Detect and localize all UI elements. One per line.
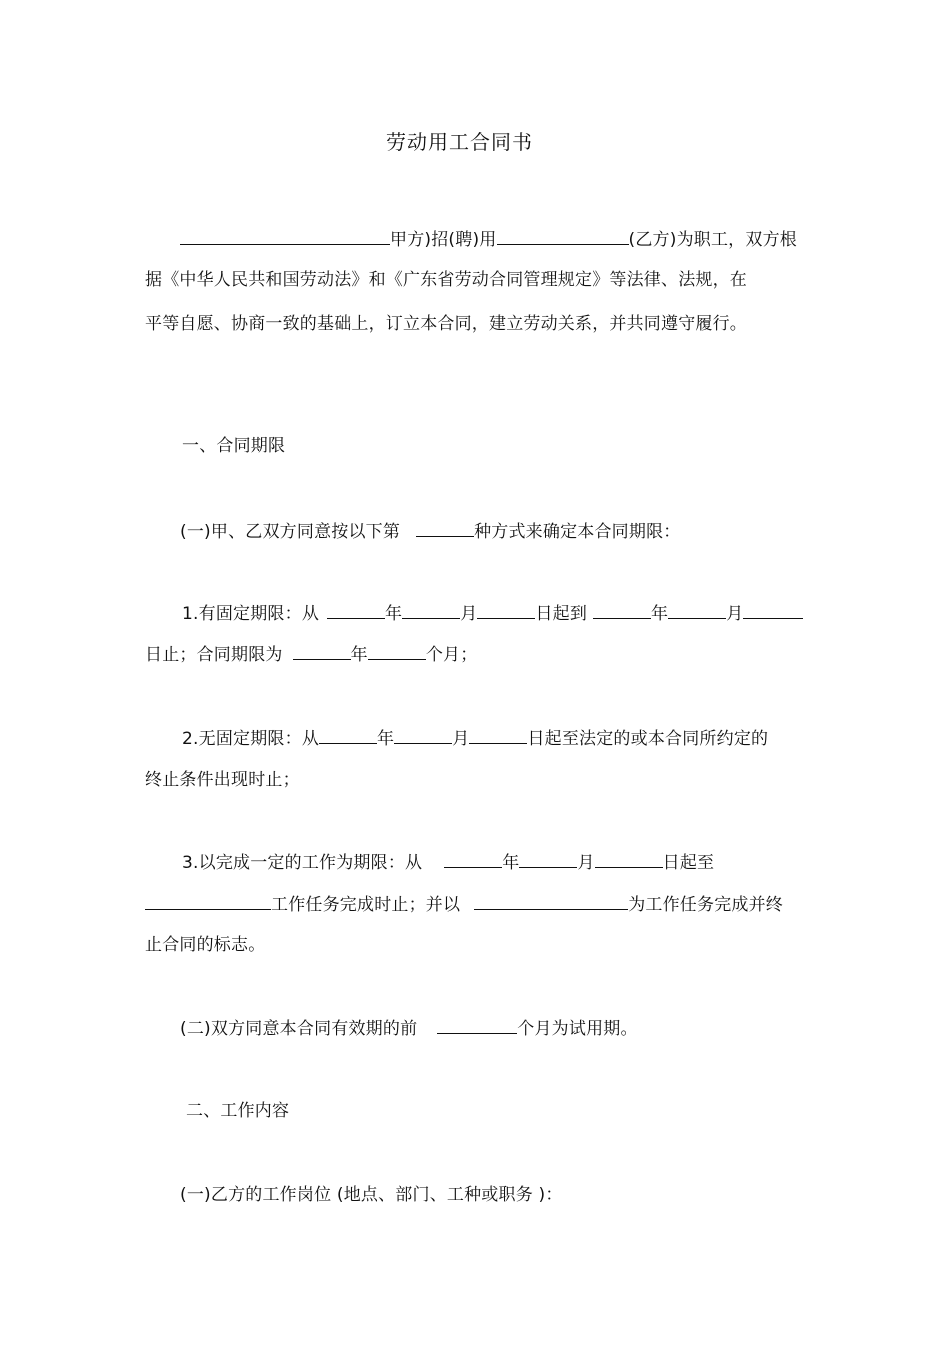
section-heading-work-content: 二、工作内容 — [186, 1101, 290, 1121]
employee-blank — [497, 228, 629, 245]
fixed-term-line-2: 日止；合同期限为 年 个月； — [145, 645, 478, 665]
task-start-day-blank — [595, 851, 663, 868]
task-completion-blank — [474, 893, 628, 910]
end-day-blank — [743, 602, 803, 619]
document-title: 劳动用工合同书 — [386, 130, 533, 154]
start-month-blank — [402, 602, 460, 619]
work-position-paragraph: (一)乙方的工作岗位 (地点、部门、工种或职务 )： — [180, 1185, 563, 1205]
intro-line-1: 甲方)招(聘)用 (乙方)为职工，双方根 — [180, 228, 797, 251]
start-day-blank — [477, 602, 535, 619]
probation-months-blank — [437, 1017, 517, 1034]
fixed-term-line-1: 1.有固定期限：从 年 月 日起到 年 月 — [182, 602, 803, 625]
intro-line-2: 据《中华人民共和国劳动法》和《广东省劳动合同管理规定》等法律、法规，在 — [145, 270, 747, 290]
task-term-line-1: 3.以完成一定的工作为期限：从 年 月 日起至 — [182, 853, 715, 873]
end-month-blank — [668, 602, 726, 619]
task-term-line-2: 工作任务完成时止；并以 为工作任务完成并终 — [145, 893, 783, 916]
start-year-blank — [327, 602, 385, 619]
employer-blank — [180, 228, 390, 245]
term-method-paragraph: (一)甲、乙双方同意按以下第 种方式来确定本合同期限： — [180, 522, 681, 542]
duration-year-blank — [293, 643, 351, 660]
duration-month-blank — [368, 643, 426, 660]
task-term-line-3: 止合同的标志。 — [145, 935, 266, 955]
open-start-year-blank — [319, 727, 377, 744]
intro-line-3: 平等自愿、协商一致的基础上，订立本合同，建立劳动关系，并共同遵守履行。 — [145, 314, 747, 334]
open-term-line-1: 2.无固定期限：从 年 月 日起至法定的或本合同所约定的 — [182, 729, 769, 749]
probation-paragraph: (二)双方同意本合同有效期的前 个月为试用期。 — [180, 1019, 638, 1039]
end-year-blank — [593, 602, 651, 619]
task-name-blank — [145, 893, 271, 910]
task-start-month-blank — [519, 851, 577, 868]
open-start-day-blank — [469, 727, 527, 744]
task-start-year-blank — [444, 851, 502, 868]
open-start-month-blank — [394, 727, 452, 744]
section-heading-term: 一、合同期限 — [182, 436, 286, 456]
open-term-line-2: 终止条件出现时止； — [145, 770, 300, 790]
method-number-blank — [416, 520, 474, 537]
